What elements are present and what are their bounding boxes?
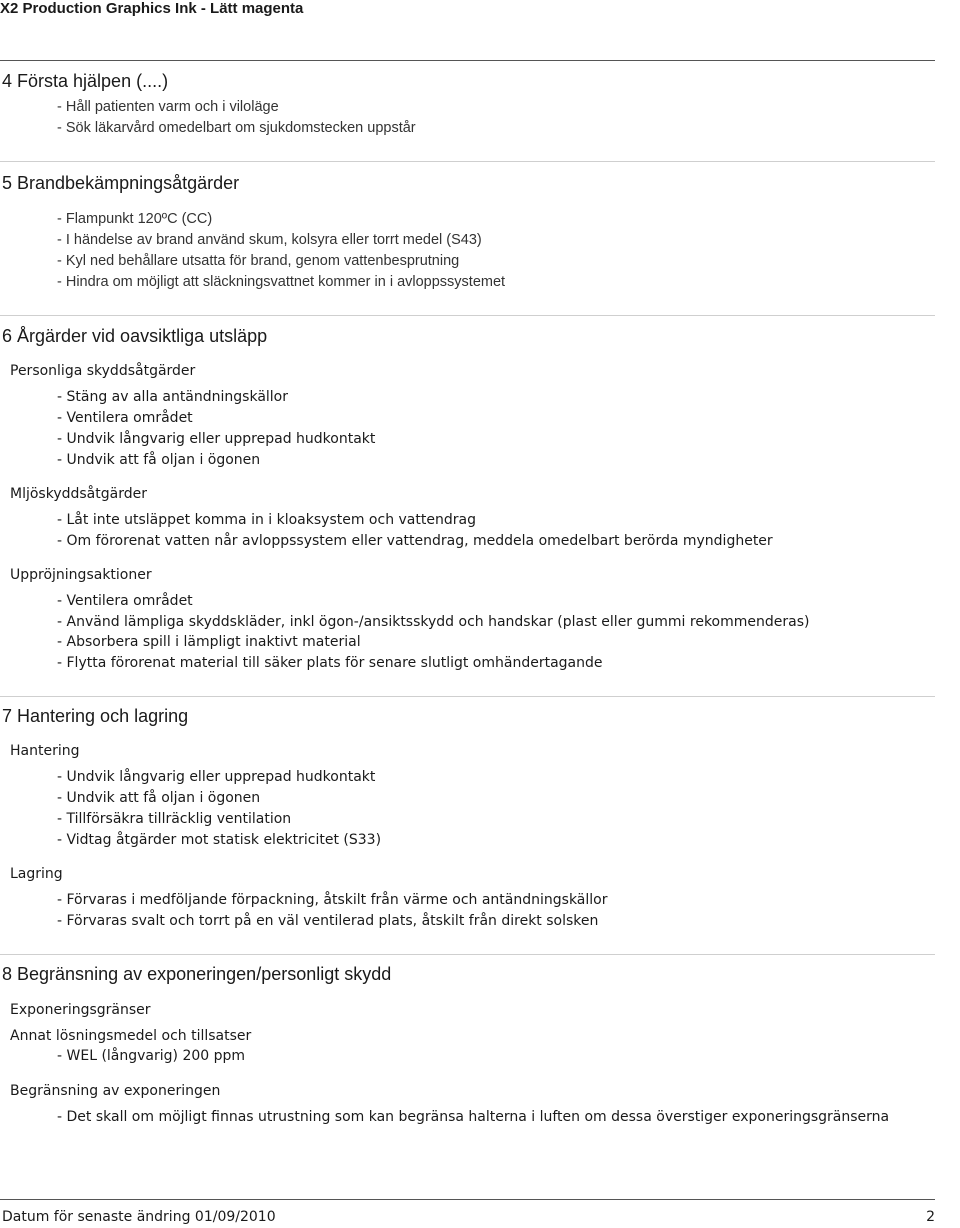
list-item: - Vidtag åtgärder mot statisk elektricitet (S33) [57,832,382,848]
list-item: - Sök läkarvård omedelbart om sjukdomstecken uppstår [57,120,416,136]
header-divider [0,60,935,61]
list-item: - Förvaras i medföljande förpackning, åtskilt från värme och antändningskällor [57,892,608,908]
section-4-heading: 4 Första hjälpen (....) [2,71,169,91]
page-number: 2 [926,1209,935,1225]
list-item: - Det skall om möjligt finnas utrustning som kan begränsa halterna i luften om dessa överstiger exponeringsgränserna [57,1109,890,1125]
list-item: - Absorbera spill i lämpligt inaktivt material [57,634,361,650]
subsection-label: Annat lösningsmedel och tillsatser [10,1028,252,1044]
list-item: - Kyl ned behållare utsatta för brand, genom vattenbesprutning [57,253,460,269]
section-divider [0,954,935,955]
list-item: - Håll patienten varm och i viloläge [57,99,279,115]
list-item: - Flytta förorenat material till säker plats för senare slutligt omhändertagande [57,655,603,671]
subsection-label: Exponeringsgränser [10,1002,151,1018]
subsection-label: Uppröjningsaktioner [10,567,152,583]
subsection-label: Begränsning av exponeringen [10,1083,221,1099]
subsection-label: Personliga skyddsåtgärder [10,363,196,379]
section-7-heading: 7 Hantering och lagring [2,706,189,726]
section-5-heading: 5 Brandbekämpningsåtgärder [2,173,240,193]
revision-date: Datum för senaste ändring 01/09/2010 [2,1209,276,1225]
list-item: - Använd lämpliga skyddskläder, inkl ögon-/ansiktsskydd och handskar (plast eller gummi rekommenderas) [57,614,810,630]
subsection-label: Hantering [10,743,80,759]
section-8-heading: 8 Begränsning av exponeringen/personligt skydd [2,964,392,984]
section-divider [0,315,935,316]
list-item: - Låt inte utsläppet komma in i kloaksystem och vattendrag [57,512,476,528]
section-6-heading: 6 Årgärder vid oavsiktliga utsläpp [2,326,268,346]
list-item: - Ventilera området [57,593,193,609]
list-item: - Flampunkt 120ºC (CC) [57,211,213,227]
list-item: - Undvik långvarig eller upprepad hudkontakt [57,769,376,785]
section-divider [0,696,935,697]
list-item: - Ventilera området [57,410,193,426]
subsection-label: Mljöskyddsåtgärder [10,486,147,502]
list-item: - Tillförsäkra tillräcklig ventilation [57,811,292,827]
footer-divider [0,1199,935,1200]
list-item: - Undvik att få oljan i ögonen [57,452,261,468]
list-item: - Undvik långvarig eller upprepad hudkontakt [57,431,376,447]
list-item: - Hindra om möjligt att släckningsvattnet kommer in i avloppssystemet [57,274,506,290]
list-item: - Stäng av alla antändningskällor [57,389,289,405]
list-item: - Om förorenat vatten når avloppssystem eller vattendrag, meddela omedelbart berörda myndigheter [57,533,773,549]
list-item: - WEL (långvarig) 200 ppm [57,1048,246,1064]
document-title: X2 Production Graphics Ink - Lätt magenta [0,0,304,17]
section-divider [0,161,935,162]
list-item: - Förvaras svalt och torrt på en väl ventilerad plats, åtskilt från direkt solsken [57,913,599,929]
list-item: - Undvik att få oljan i ögonen [57,790,261,806]
subsection-label: Lagring [10,866,63,882]
list-item: - I händelse av brand använd skum, kolsyra eller torrt medel (S43) [57,232,482,248]
